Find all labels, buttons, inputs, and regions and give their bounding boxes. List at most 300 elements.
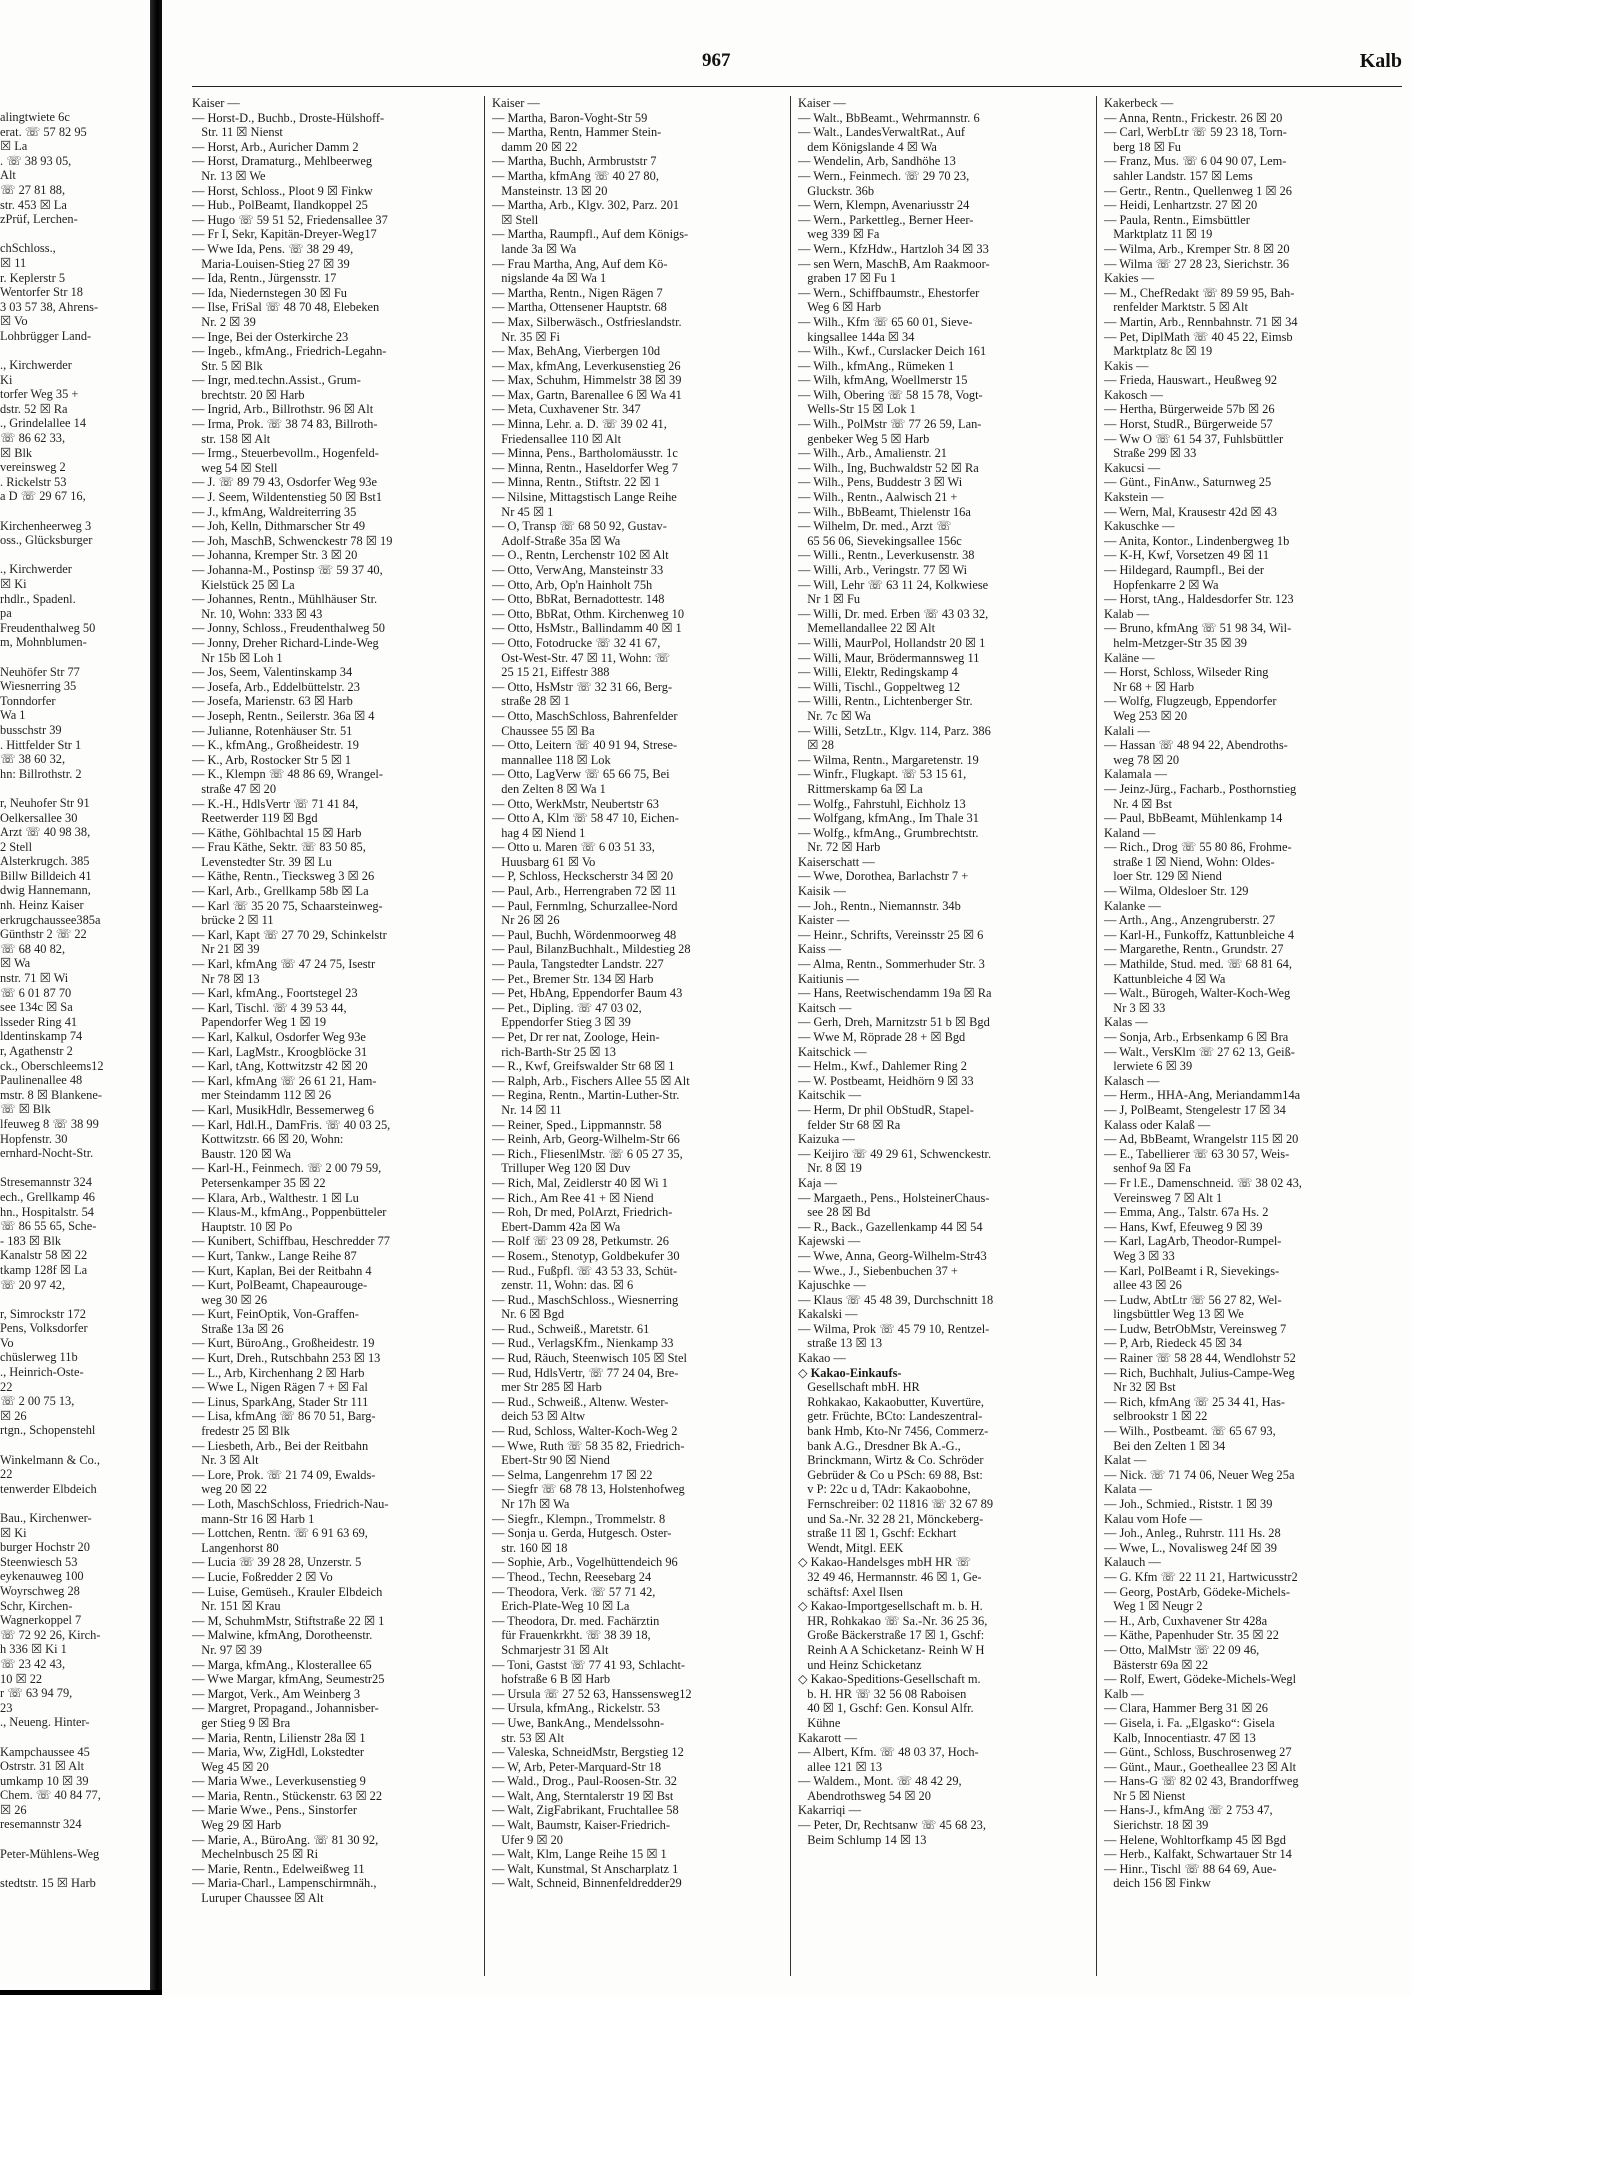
directory-entry: und Sa.-Nr. 32 28 21, Mönckeberg- bbox=[798, 1511, 984, 1526]
directory-column-2 bbox=[492, 96, 784, 1986]
directory-entry: — Hans-J., kfmAng ☏ 2 753 47, bbox=[1104, 1803, 1273, 1818]
left-fragment-line: . ☏ 38 93 05, bbox=[0, 153, 72, 168]
directory-entry: — Reiner, Sped., Lippmannstr. 58 bbox=[492, 1117, 662, 1132]
directory-entry: — Otto, BbRat, Othm. Kirchenweg 10 bbox=[492, 606, 685, 621]
left-fragment-line: lfeuweg 8 ☏ 38 99 bbox=[0, 1116, 99, 1131]
directory-entry: Hauptstr. 10 ☒ Po bbox=[192, 1219, 293, 1234]
directory-entry: — Pet, HbAng, Eppendorfer Baum 43 bbox=[492, 986, 683, 1001]
directory-entry: — Paul, BilanzBuchhalt., Mildestieg 28 bbox=[492, 942, 691, 957]
surname-heading: Kalata — bbox=[1104, 1482, 1152, 1497]
company-entry: ◇ Kakao-Importgesellschaft m. b. H. bbox=[798, 1599, 983, 1614]
directory-entry: — Karl, kfmAng., Foortstegel 23 bbox=[192, 986, 358, 1001]
surname-heading: Kakies — bbox=[1104, 271, 1154, 286]
directory-entry: sahler Landstr. 157 ☒ Lems bbox=[1104, 168, 1253, 183]
directory-entry: — Minna, Lehr. a. D. ☏ 39 02 41, bbox=[492, 417, 667, 432]
directory-entry: — Luise, Gemüseh., Krauler Elbdeich bbox=[192, 1584, 383, 1599]
left-fragment-line: . Hittfelder Str 1 bbox=[0, 737, 82, 752]
directory-entry: Ost-West-Str. 47 ☒ 11, Wohn: ☏ bbox=[492, 650, 671, 665]
directory-entry: Nr 26 ☒ 26 bbox=[492, 913, 560, 928]
company-entry: ◇ Kakao-Handelsges mbH HR ☏ bbox=[798, 1555, 971, 1570]
left-fragment-line: see 134c ☒ Sa bbox=[0, 1000, 73, 1015]
directory-entry: — Jos, Seem, Valentinskamp 34 bbox=[192, 665, 353, 680]
header-rule bbox=[192, 86, 1402, 87]
left-fragment-line: ☏ 2 00 75 13, bbox=[0, 1394, 75, 1409]
directory-entry: straße 13 ☒ 13 bbox=[798, 1336, 883, 1351]
directory-entry: — Wolfg, Flugzeugb, Eppendorfer bbox=[1104, 694, 1277, 709]
directory-entry: — M., ChefRedakt ☏ 89 59 95, Bah- bbox=[1104, 285, 1295, 300]
left-fragment-line: ☏ 68 40 82, bbox=[0, 941, 66, 956]
page-number: 967 bbox=[702, 50, 731, 71]
directory-entry: — Wilh., Kfm ☏ 65 60 01, Sieve- bbox=[798, 314, 973, 329]
directory-entry: berg 18 ☒ Fu bbox=[1104, 139, 1181, 154]
directory-entry: — Klaus-M., kfmAng., Poppenbütteler bbox=[192, 1205, 387, 1220]
directory-entry: loer Str. 129 ☒ Niend bbox=[1104, 869, 1222, 884]
left-fragment-line: r, Simrockstr 172 bbox=[0, 1306, 86, 1321]
directory-column-3 bbox=[798, 96, 1090, 1986]
directory-entry: — Karl, MusikHdlr, Bessemerweg 6 bbox=[192, 1102, 374, 1117]
directory-entry: Weg 3 ☒ 33 bbox=[1104, 1248, 1175, 1263]
directory-entry: 40 ☒ 1, Gschf: Gen. Konsul Alfr. bbox=[798, 1701, 974, 1716]
directory-entry: rich-Barth-Str 25 ☒ 13 bbox=[492, 1044, 616, 1059]
directory-entry: — Ingrid, Arb., Billrothstr. 96 ☒ Alt bbox=[192, 402, 374, 417]
surname-heading: Kakarriqi — bbox=[798, 1803, 861, 1818]
directory-entry: — Martha, Raumpfl., Auf dem Königs- bbox=[492, 227, 689, 242]
directory-entry: Nr 1 ☒ Fu bbox=[798, 592, 861, 607]
surname-heading: Kakalski — bbox=[798, 1307, 858, 1322]
column-divider bbox=[484, 96, 485, 1976]
left-fragment-line: ☒ Wa bbox=[0, 956, 31, 971]
directory-entry: — Rud., Schweiß., Maretstr. 61 bbox=[492, 1321, 650, 1336]
directory-entry: Nr. 97 ☒ 39 bbox=[192, 1642, 262, 1657]
directory-entry: — Maria Wwe., Leverkusenstieg 9 bbox=[192, 1774, 366, 1789]
directory-entry: und Heinz Schicketanz bbox=[798, 1657, 922, 1672]
directory-entry: Chaussee 55 ☒ Ba bbox=[492, 723, 595, 738]
directory-entry: — H., Arb, Cuxhavener Str 428a bbox=[1104, 1613, 1268, 1628]
directory-entry: — Linus, SparkAng, Stader Str 111 bbox=[192, 1394, 369, 1409]
directory-entry: Reetwerder 119 ☒ Bgd bbox=[192, 811, 318, 826]
left-fragment-line: nstr. 71 ☒ Wi bbox=[0, 971, 69, 986]
directory-entry: 32 49 46, Hermannstr. 46 ☒ 1, Ge- bbox=[798, 1569, 982, 1584]
directory-entry: — Wwe, Ruth ☏ 58 35 82, Friedrich- bbox=[492, 1438, 685, 1453]
directory-entry: — P, Arb, Riedeck 45 ☒ 34 bbox=[1104, 1336, 1242, 1351]
directory-entry: damm 20 ☒ 22 bbox=[492, 139, 578, 154]
directory-entry: — Rud., Schweiß., Altenw. Wester- bbox=[492, 1394, 669, 1409]
directory-entry: — Karl-H., Funkoffz, Kattunbleiche 4 bbox=[1104, 927, 1295, 942]
directory-entry: — O., Rentn, Lerchenstr 102 ☒ Alt bbox=[492, 548, 669, 563]
left-fragment-line bbox=[0, 1292, 150, 1307]
directory-entry: — Joh, MaschB, Schwenckestr 78 ☒ 19 bbox=[192, 533, 393, 548]
directory-entry: — Ursula, kfmAng., Rickelstr. 53 bbox=[492, 1701, 660, 1716]
directory-entry: Adolf-Straße 35a ☒ Wa bbox=[492, 533, 621, 548]
left-fragment-line: 22 bbox=[0, 1467, 13, 1482]
directory-entry: — Otto, Arb, Op'n Hainholt 75h bbox=[492, 577, 653, 592]
directory-entry: — K., Klempn ☏ 48 86 69, Wrangel- bbox=[192, 767, 383, 782]
directory-entry: Vereinsweg 7 ☒ Alt 1 bbox=[1104, 1190, 1223, 1205]
directory-entry: — Hans-G ☏ 82 02 43, Brandorffweg bbox=[1104, 1774, 1299, 1789]
directory-entry: — Margot, Verk., Am Weinberg 3 bbox=[192, 1686, 361, 1701]
directory-entry: — Wwe M, Röprade 28 + ☒ Bgd bbox=[798, 1030, 966, 1044]
left-fragment-line: alingtwiete 6c bbox=[0, 110, 70, 124]
directory-entry: Weg 1 ☒ Neugr 2 bbox=[1104, 1599, 1203, 1614]
left-fragment-line: Vo bbox=[0, 1335, 14, 1350]
left-fragment-line: chüslerweg 11b bbox=[0, 1350, 78, 1365]
book-gutter bbox=[150, 0, 162, 1990]
directory-entry: mer Str 285 ☒ Harb bbox=[492, 1380, 602, 1395]
directory-entry: — Horst, Arb., Auricher Damm 2 bbox=[192, 139, 359, 154]
left-fragment-line: 2 Stell bbox=[0, 839, 33, 854]
directory-entry: 25 15 21, Eiffestr 388 bbox=[492, 665, 610, 680]
directory-entry: — Otto, BbRat, Bernadottestr. 148 bbox=[492, 592, 665, 607]
directory-entry: allee 43 ☒ 26 bbox=[1104, 1278, 1182, 1293]
left-fragment-line: ☏ 86 55 65, Sche- bbox=[0, 1219, 97, 1234]
directory-entry: — Rud., Fußpfl. ☏ 43 53 33, Schüt- bbox=[492, 1263, 678, 1278]
left-fragment-line: burger Hochstr 20 bbox=[0, 1540, 90, 1555]
directory-entry: — Rich., Drog ☏ 55 80 86, Frohme- bbox=[1104, 840, 1292, 855]
directory-entry: — Walt., BbBeamt., Wehrmannstr. 6 bbox=[798, 110, 980, 125]
left-fragment-line: Oelkersallee 30 bbox=[0, 810, 78, 825]
directory-entry: — Anna, Rentn., Frickestr. 26 ☒ 20 bbox=[1104, 110, 1283, 125]
directory-entry: deich 53 ☒ Altw bbox=[492, 1409, 586, 1424]
left-fragment-line: hn., Hospitalstr. 54 bbox=[0, 1204, 94, 1219]
left-fragment-line: oss., Glücksburger bbox=[0, 533, 93, 548]
surname-heading: Kakstein — bbox=[1104, 490, 1164, 505]
left-fragment-line: lsseder Ring 41 bbox=[0, 1014, 78, 1029]
left-fragment-line: ☒ 26 bbox=[0, 1408, 27, 1423]
directory-entry: — Otto, LagVerw ☏ 65 66 75, Bei bbox=[492, 767, 670, 782]
directory-entry: — Max, Silberwäsch., Ostfrieslandstr. bbox=[492, 314, 682, 329]
directory-entry: — Toni, Gastst ☏ 77 41 93, Schlacht- bbox=[492, 1657, 686, 1672]
surname-heading: Kaiss — bbox=[798, 942, 842, 957]
directory-entry: — Siegfr ☏ 68 78 13, Holstenhofweg bbox=[492, 1482, 685, 1497]
directory-column-4 bbox=[1104, 96, 1404, 1986]
surname-heading: Kaiser — bbox=[192, 96, 240, 110]
directory-entry: — Margaeth., Pens., HolsteinerChaus- bbox=[798, 1190, 990, 1205]
directory-entry: Eppendorfer Stieg 3 ☒ 39 bbox=[492, 1015, 631, 1030]
directory-entry: — Karl, LagMstr., Kroogblöcke 31 bbox=[192, 1044, 368, 1059]
directory-entry: — Frieda, Hauswart., Heußweg 92 bbox=[1104, 373, 1278, 388]
directory-entry: — Josefa, Arb., Eddelbüttelstr. 23 bbox=[192, 679, 360, 694]
directory-entry: Mansteinstr. 13 ☒ 20 bbox=[492, 183, 608, 198]
directory-entry: — Roh, Dr med, PolArzt, Friedrich- bbox=[492, 1205, 673, 1220]
surname-heading: Kalb — bbox=[1104, 1686, 1144, 1701]
directory-entry: — Selma, Langenrehm 17 ☒ 22 bbox=[492, 1467, 653, 1482]
directory-entry: — Max, BehAng, Vierbergen 10d bbox=[492, 344, 661, 359]
directory-entry: — K., Arb, Rostocker Str 5 ☒ 1 bbox=[192, 752, 352, 767]
left-fragment-line: ☒ La bbox=[0, 139, 28, 154]
left-fragment-line bbox=[0, 650, 150, 665]
surname-heading: Kalali — bbox=[1104, 723, 1150, 738]
directory-entry: felder Str 68 ☒ Ra bbox=[798, 1117, 901, 1132]
directory-entry: — Walt, Klm, Lange Reihe 15 ☒ 1 bbox=[492, 1847, 667, 1862]
left-fragment-line: Ki bbox=[0, 372, 13, 387]
left-fragment-line: Kanalstr 58 ☒ 22 bbox=[0, 1248, 88, 1263]
directory-entry: Kühne bbox=[798, 1715, 841, 1730]
directory-entry: Rohkakao, Kakaobutter, Kuvertüre, bbox=[798, 1394, 984, 1409]
directory-entry: Nr 32 ☒ Bst bbox=[1104, 1380, 1176, 1395]
directory-entry: — Pet, DiplMath ☏ 40 45 22, Eimsb bbox=[1104, 329, 1293, 344]
left-fragment-line: Woyrschweg 28 bbox=[0, 1583, 80, 1598]
directory-entry: — Wilh., BbBeamt, Thielenstr 16a bbox=[798, 504, 971, 519]
left-fragment-line: pa bbox=[0, 606, 12, 621]
directory-entry: straße 1 ☒ Niend, Wohn: Oldes- bbox=[1104, 854, 1275, 869]
directory-entry: Gebrüder & Co u PSch: 69 88, Bst: bbox=[798, 1467, 983, 1482]
left-fragment-line: ., Grindelallee 14 bbox=[0, 416, 87, 431]
left-fragment-line: Winkelmann & Co., bbox=[0, 1452, 100, 1467]
left-fragment-line bbox=[0, 1861, 150, 1876]
directory-entry: — Wendelin, Arb, Sandhöhe 13 bbox=[798, 154, 956, 169]
directory-entry: weg 78 ☒ 20 bbox=[1104, 752, 1180, 767]
directory-entry: — Siegfr., Klempn., Trommelstr. 8 bbox=[492, 1511, 666, 1526]
directory-entry: Memellandallee 22 ☒ Alt bbox=[798, 621, 936, 636]
left-fragment-line: chSchloss., bbox=[0, 241, 56, 256]
left-fragment-line: ☏ 72 92 26, Kirch- bbox=[0, 1627, 101, 1642]
directory-entry: — Wilma ☏ 27 28 23, Sierichstr. 36 bbox=[1104, 256, 1290, 271]
directory-entry: Petersenkamper 35 ☒ 22 bbox=[192, 1175, 326, 1190]
directory-entry: — Valeska, SchneidMstr, Bergstieg 12 bbox=[492, 1745, 684, 1760]
directory-entry: — Paula, Tangstedter Landstr. 227 bbox=[492, 957, 664, 972]
directory-entry: den Zelten 8 ☒ Wa 1 bbox=[492, 781, 606, 796]
left-fragment-line: stedtstr. 15 ☒ Harb bbox=[0, 1875, 96, 1890]
directory-entry: — Walt, Ang, Sterntalerstr 19 ☒ Bst bbox=[492, 1788, 674, 1803]
left-fragment-line bbox=[0, 504, 150, 519]
left-fragment-line: ☒ Vo bbox=[0, 314, 28, 329]
directory-entry: — Willi, Tischl., Goppeltweg 12 bbox=[798, 679, 961, 694]
left-fragment-line: Tonndorfer bbox=[0, 693, 56, 708]
directory-entry: lingsbüttler Weg 13 ☒ We bbox=[1104, 1307, 1244, 1322]
surname-heading: Kaja — bbox=[798, 1175, 837, 1190]
left-fragment-line: Paulinenallee 48 bbox=[0, 1073, 83, 1088]
directory-entry: — Anita, Kontor., Lindenbergweg 1b bbox=[1104, 533, 1290, 548]
directory-entry: Nr 45 ☒ 1 bbox=[492, 504, 554, 519]
directory-entry: Erich-Plate-Weg 10 ☒ La bbox=[492, 1599, 630, 1614]
left-fragment-line: 10 ☒ 22 bbox=[0, 1671, 43, 1686]
directory-entry: — E., Tabellierer ☏ 63 30 57, Weis- bbox=[1104, 1146, 1290, 1161]
directory-entry: — Joh., Anleg., Ruhrstr. 111 Hs. 28 bbox=[1104, 1526, 1281, 1541]
directory-entry: — Jonny, Dreher Richard-Linde-Weg bbox=[192, 635, 379, 650]
directory-entry: Nr. 151 ☒ Krau bbox=[192, 1599, 281, 1614]
left-fragment-line: Stresemannstr 324 bbox=[0, 1175, 92, 1190]
page-header bbox=[162, 50, 1412, 80]
left-fragment-line bbox=[0, 227, 150, 242]
surname-heading: Kaland — bbox=[1104, 825, 1156, 840]
directory-entry: — Karl, PolBeamt i R, Sievekings- bbox=[1104, 1263, 1280, 1278]
directory-entry: — Wolfg., Fahrstuhl, Eichholz 13 bbox=[798, 796, 966, 811]
directory-entry: — Kurt, FeinOptik, Von-Graffen- bbox=[192, 1307, 359, 1322]
directory-entry: — Regina, Rentn., Martin-Luther-Str. bbox=[492, 1088, 680, 1103]
directory-entry: Nr. 13 ☒ We bbox=[192, 168, 266, 183]
directory-entry: — Kunibert, Schiffbau, Heschredder 77 bbox=[192, 1234, 390, 1249]
directory-entry: str. 53 ☒ Alt bbox=[492, 1730, 565, 1745]
directory-entry: — Karl, Kalkul, Osdorfer Weg 93e bbox=[192, 1030, 366, 1044]
directory-entry: Kielstück 25 ☒ La bbox=[192, 577, 295, 592]
surname-heading: Kalasch — bbox=[1104, 1073, 1160, 1088]
directory-entry: — Jonny, Schloss., Freudenthalweg 50 bbox=[192, 621, 385, 636]
directory-entry: — Paula, Rentn., Eimsbüttler bbox=[1104, 212, 1250, 227]
left-fragment-line: dstr. 52 ☒ Ra bbox=[0, 401, 68, 416]
left-fragment-line: Wentorfer Str 18 bbox=[0, 285, 83, 300]
directory-entry: — Ursula ☏ 27 52 63, Hanssensweg12 bbox=[492, 1686, 692, 1701]
directory-entry: Trilluper Weg 120 ☒ Duv bbox=[492, 1161, 631, 1176]
directory-entry: — Marie, Rentn., Edelweißweg 11 bbox=[192, 1861, 365, 1876]
directory-entry: — Rud, Räuch, Steenwisch 105 ☒ Stel bbox=[492, 1351, 687, 1366]
left-fragment-line: erkrugchaussee385a bbox=[0, 912, 101, 927]
left-fragment-line: ☒ Blk bbox=[0, 445, 33, 460]
directory-entry: hag 4 ☒ Niend 1 bbox=[492, 825, 586, 840]
directory-entry: — Lisa, kfmAng ☏ 86 70 51, Barg- bbox=[192, 1409, 376, 1424]
directory-entry: — Karl, Arb., Grellkamp 58b ☒ La bbox=[192, 884, 369, 899]
directory-entry: — Malwine, kfmAng, Dorotheenstr. bbox=[192, 1628, 373, 1643]
directory-entry: Nr. 4 ☒ Bst bbox=[1104, 796, 1172, 811]
left-fragment-line: busschstr 39 bbox=[0, 722, 62, 737]
directory-entry: — Martha, Arb., Klgv. 302, Parz. 201 bbox=[492, 198, 680, 213]
directory-entry: — K., kfmAng., Großheidestr. 19 bbox=[192, 738, 359, 753]
directory-entry: — Wwe, Dorothea, Barlachstr 7 + bbox=[798, 869, 969, 884]
directory-entry: Ebert-Str 90 ☒ Niend bbox=[492, 1453, 610, 1468]
directory-entry: — Wern, Klempn, Avenariusstr 24 bbox=[798, 198, 970, 213]
left-fragment-line: Lohbrügger Land- bbox=[0, 328, 92, 343]
directory-entry: ☒ 28 bbox=[798, 738, 834, 753]
directory-entry: — Wilh., Rentn., Aalwisch 21 + bbox=[798, 490, 958, 505]
left-fragment-line bbox=[0, 1730, 150, 1745]
left-fragment-line: . Rickelstr 53 bbox=[0, 474, 67, 489]
left-fragment-line: ., Heinrich-Oste- bbox=[0, 1365, 84, 1380]
directory-entry: — Wern., KfzHdw., Hartzloh 34 ☒ 33 bbox=[798, 241, 989, 256]
left-fragment-line: ech., Grellkamp 46 bbox=[0, 1189, 95, 1204]
directory-entry: — Otto, Leitern ☏ 40 91 94, Strese- bbox=[492, 738, 678, 753]
directory-entry: — Karl, Kapt ☏ 27 70 29, Schinkelstr bbox=[192, 927, 387, 942]
directory-entry: — Ida, Rentn., Jürgensstr. 17 bbox=[192, 271, 337, 286]
directory-entry: selbrookstr 1 ☒ 22 bbox=[1104, 1409, 1208, 1424]
directory-entry: — Horst, Schloss, Wilseder Ring bbox=[1104, 665, 1269, 680]
directory-entry: — O, Transp ☏ 68 50 92, Gustav- bbox=[492, 519, 667, 534]
directory-entry: — Hertha, Bürgerweide 57b ☒ 26 bbox=[1104, 402, 1275, 417]
directory-entry: Mechelnbusch 25 ☒ Ri bbox=[192, 1847, 319, 1862]
directory-entry: Straße 299 ☒ 33 bbox=[1104, 446, 1197, 461]
left-fragment-line: ☏ 86 62 33, bbox=[0, 431, 66, 446]
directory-entry: — Walt., Bürogeh, Walter-Koch-Weg bbox=[1104, 986, 1291, 1001]
surname-heading: Kaizuka — bbox=[798, 1132, 855, 1147]
directory-entry: Str. 5 ☒ Blk bbox=[192, 358, 263, 373]
directory-entry: — Walt, Kunstmal, St Anscharplatz 1 bbox=[492, 1861, 679, 1876]
directory-entry: Beim Schlump 14 ☒ 13 bbox=[798, 1832, 927, 1847]
surname-heading: Kaiser — bbox=[492, 96, 540, 110]
directory-entry: — Paul, BbBeamt, Mühlenkamp 14 bbox=[1104, 811, 1283, 826]
directory-entry: — Margarethe, Rentn., Grundstr. 27 bbox=[1104, 942, 1284, 957]
directory-entry: — Martha, Buchh, Armbruststr 7 bbox=[492, 154, 657, 169]
directory-entry: Weg 6 ☒ Harb bbox=[798, 300, 882, 315]
directory-entry: — K-H, Kwf, Vorsetzen 49 ☒ 11 bbox=[1104, 548, 1270, 563]
left-fragment-line bbox=[0, 1438, 150, 1453]
directory-entry: — Otto, MalMstr ☏ 22 09 46, bbox=[1104, 1642, 1260, 1657]
directory-entry: — Willi, Dr. med. Erben ☏ 43 03 32, bbox=[798, 606, 989, 621]
directory-entry: — Karl-H., Feinmech. ☏ 2 00 79 59, bbox=[192, 1161, 382, 1176]
directory-entry: — Nilsine, Mittagstisch Lange Reihe bbox=[492, 490, 677, 505]
directory-entry: — Inge, Bei der Osterkirche 23 bbox=[192, 329, 349, 344]
directory-entry: — G. Kfm ☏ 22 11 21, Hartwicusstr2 bbox=[1104, 1569, 1298, 1584]
left-fragment-line: Kampchaussee 45 bbox=[0, 1744, 90, 1759]
directory-entry: — Wilh, Obering ☏ 58 15 78, Vogt- bbox=[798, 387, 983, 402]
directory-entry: — Pet, Dr rer nat, Zoologe, Hein- bbox=[492, 1030, 660, 1044]
directory-entry: — Wwe, Anna, Georg-Wilhelm-Str43 bbox=[798, 1248, 987, 1263]
left-fragment-line: 23 bbox=[0, 1700, 13, 1715]
directory-entry: — Ingr, med.techn.Assist., Grum- bbox=[192, 373, 361, 388]
directory-entry: Weg 253 ☒ 20 bbox=[1104, 708, 1188, 723]
directory-entry: — Paul, Buchh, Wördenmoorweg 48 bbox=[492, 927, 677, 942]
directory-entry: — Rud., MaschSchloss., Wiesnerring bbox=[492, 1292, 679, 1307]
left-fragment-line: tenwerder Elbdeich bbox=[0, 1481, 97, 1496]
directory-entry: — Hugo ☏ 59 51 52, Friedensallee 37 bbox=[192, 212, 388, 227]
left-fragment-line bbox=[0, 344, 150, 359]
surname-heading: Kaister — bbox=[798, 913, 850, 928]
directory-entry: — Otto, Fotodrucke ☏ 32 41 67, bbox=[492, 635, 661, 650]
left-fragment-line: ☏ 38 60 32, bbox=[0, 752, 66, 767]
left-fragment-line: Wagnerkoppel 7 bbox=[0, 1613, 82, 1628]
directory-entry: — Gertr., Rentn., Quellenweg 1 ☒ 26 bbox=[1104, 183, 1292, 198]
directory-entry: — Georg, PostArb, Gödeke-Michels- bbox=[1104, 1584, 1290, 1599]
directory-entry: — Reinh, Arb, Georg-Wilhelm-Str 66 bbox=[492, 1132, 680, 1147]
directory-entry: — Frau Käthe, Sektr. ☏ 83 50 85, bbox=[192, 840, 366, 855]
directory-entry: — Willi, MaurPol, Hollandstr 20 ☒ 1 bbox=[798, 635, 986, 650]
directory-entry: Weg 45 ☒ 20 bbox=[192, 1759, 269, 1774]
directory-entry: — Minna, Pens., Bartholomäusstr. 1c bbox=[492, 446, 678, 461]
directory-entry: — Joh., Rentn., Niemannstr. 34b bbox=[798, 898, 961, 913]
directory-entry: — Wilh., Postbeamt. ☏ 65 67 93, bbox=[1104, 1424, 1276, 1439]
directory-entry: Huusbarg 61 ☒ Vo bbox=[492, 854, 596, 869]
left-fragment-line: 3 03 57 38, Ahrens- bbox=[0, 299, 99, 314]
directory-entry: brücke 2 ☒ 11 bbox=[192, 913, 274, 928]
directory-entry: — Günt., Maur., Goetheallee 23 ☒ Alt bbox=[1104, 1759, 1297, 1774]
left-fragment-line bbox=[0, 1496, 150, 1511]
directory-entry: Str. 11 ☒ Nienst bbox=[192, 125, 283, 140]
directory-entry: zenstr. 11, Wohn: das. ☒ 6 bbox=[492, 1278, 634, 1293]
surname-heading: Kaläne — bbox=[1104, 650, 1155, 665]
directory-entry: — W, Arb, Peter-Marquard-Str 18 bbox=[492, 1759, 662, 1774]
directory-entry: — Gerh, Dreh, Marnitzstr 51 b ☒ Bgd bbox=[798, 1015, 990, 1030]
left-fragment-line: mstr. 8 ☒ Blankene- bbox=[0, 1087, 102, 1102]
directory-entry: — Max, Gartn, Barenallee 6 ☒ Wa 41 bbox=[492, 387, 682, 402]
directory-entry: nigslande 4a ☒ Wa 1 bbox=[492, 271, 607, 286]
directory-entry: — Hildegard, Raumpfl., Bei der bbox=[1104, 563, 1265, 577]
directory-entry: — Wwe L, Nigen Rägen 7 + ☒ Fal bbox=[192, 1380, 368, 1395]
directory-entry: renfelder Marktstr. 5 ☒ Alt bbox=[1104, 300, 1248, 315]
directory-entry: allee 121 ☒ 13 bbox=[798, 1759, 883, 1774]
directory-entry: — Wwe., J., Siebenbuchen 37 + bbox=[798, 1263, 958, 1278]
directory-entry: Nr. 8 ☒ 19 bbox=[798, 1161, 862, 1176]
directory-entry: ger Stieg 9 ☒ Bra bbox=[192, 1715, 291, 1730]
directory-entry: — Walt., LandesVerwaltRat., Auf bbox=[798, 125, 966, 140]
directory-entry: weg 339 ☒ Fa bbox=[798, 227, 880, 242]
left-fragment-line: resemannstr 324 bbox=[0, 1817, 82, 1832]
directory-entry: Papendorfer Weg 1 ☒ 19 bbox=[192, 1015, 327, 1030]
directory-entry: — Joh, Kelln, Dithmarscher Str 49 bbox=[192, 519, 366, 534]
directory-entry: Nr. 7c ☒ Wa bbox=[798, 708, 871, 723]
scan-bottom-margin bbox=[0, 1995, 1600, 2177]
directory-entry: für Frauenkrkht. ☏ 38 39 18, bbox=[492, 1628, 651, 1643]
left-fragment-line: r, Agathenstr 2 bbox=[0, 1044, 73, 1058]
left-fragment-line: tkamp 128f ☒ La bbox=[0, 1262, 88, 1277]
left-fragment-line: ☒ 26 bbox=[0, 1802, 27, 1817]
directory-entry: — Kurt, Kaplan, Bei der Reitbahn 4 bbox=[192, 1263, 372, 1278]
left-fragment-line: ernhard-Nocht-Str. bbox=[0, 1146, 94, 1161]
directory-entry: — Martin, Arb., Rennbahnstr. 71 ☒ 34 bbox=[1104, 314, 1298, 329]
directory-entry: — Wilh., Arb., Amalienstr. 21 bbox=[798, 446, 947, 461]
directory-entry: straße 47 ☒ 20 bbox=[192, 781, 277, 796]
directory-entry: — Maria, Ww, ZigHdl, Lokstedter bbox=[192, 1745, 365, 1760]
left-fragment-line: Günthstr 2 ☏ 22 bbox=[0, 927, 87, 942]
directory-entry: lerwiete 6 ☒ 39 bbox=[1104, 1059, 1193, 1074]
directory-entry: lande 3a ☒ Wa bbox=[492, 241, 577, 256]
left-fragment-line: Wa 1 bbox=[0, 708, 26, 723]
